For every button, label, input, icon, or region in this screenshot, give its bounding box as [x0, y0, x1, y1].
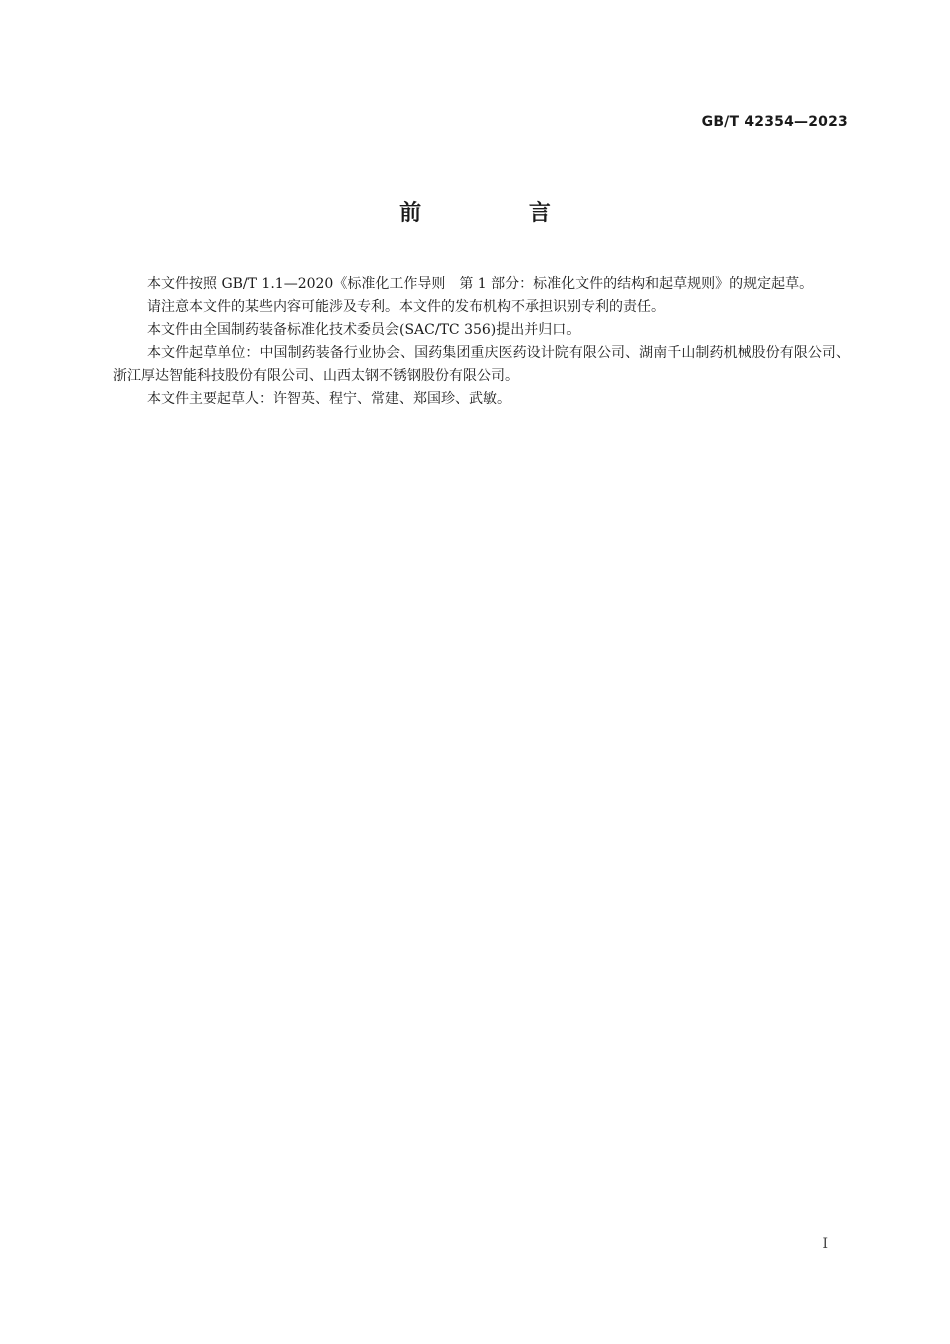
- paragraph-drafting-rules: 本文件按照 GB/T 1.1—2020《标准化工作导则 第 1 部分：标准化文件的结构和起草规则》的规定起草。: [147, 276, 814, 292]
- page-title: 前 言: [399, 201, 601, 226]
- paragraph-proposer: 本文件由全国制药装备标准化技术委员会(SAC/TC 356)提出并归口。: [147, 322, 581, 338]
- paragraph-drafting-units: 本文件起草单位：中国制药装备行业协会、国药集团重庆医药设计院有限公司、湖南千山制药机械股份有限公司、浙江厚达智能科技股份有限公司、山西太钢不锈钢股份有限公司。: [113, 345, 850, 384]
- paragraph-drafters: 本文件主要起草人：许智英、程宁、常建、郑国珍、武敏。: [147, 391, 511, 407]
- foreword-body: [113, 273, 850, 411]
- standard-number: GB/T 42354—2023: [701, 114, 848, 130]
- page-number: I: [822, 1236, 828, 1252]
- paragraph-patent-notice: 请注意本文件的某些内容可能涉及专利。本文件的发布机构不承担识别专利的责任。: [147, 299, 665, 315]
